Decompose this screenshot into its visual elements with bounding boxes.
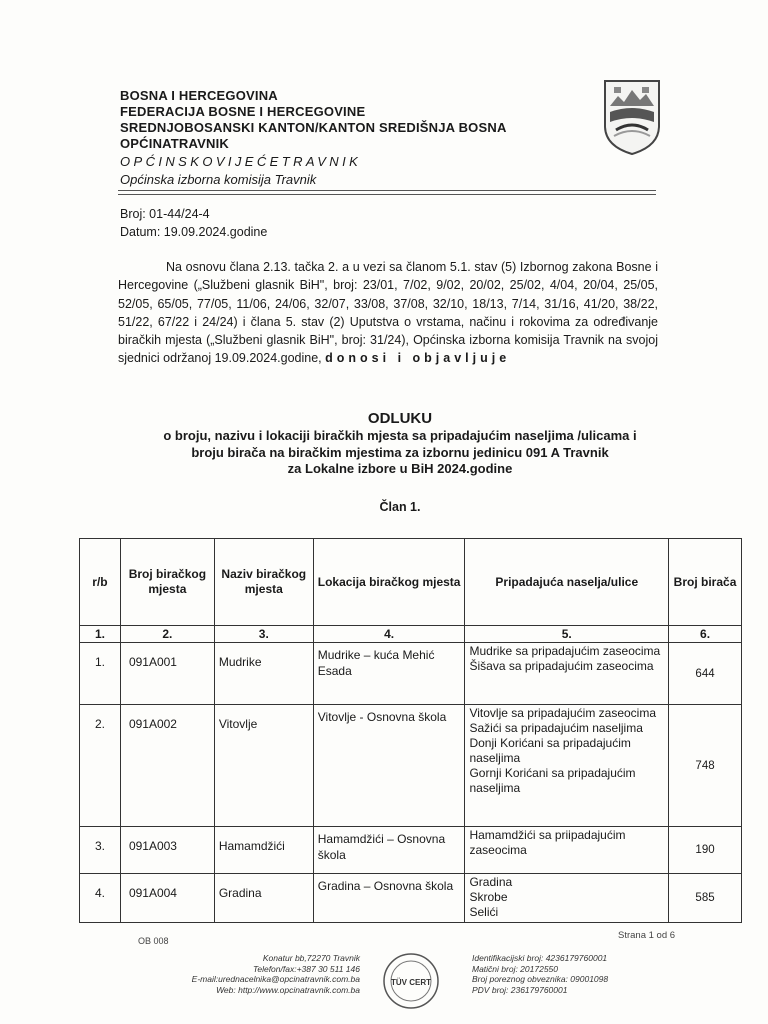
settlements-cell [465, 705, 669, 827]
document-number: Broj: 01-44/24-4 [120, 207, 210, 221]
legal-basis-text: Na osnovu člana 2.13. tačka 2. a u vezi sa članom 5.1. stav (5) Izbornog zakona Bosne i Hercegovine („Službeni glasnik BiH", broj: 23/01, 7/02, 9/02, 20/02, 25/02, 4/04, 20/04, 25/05, 52/05, 65/05, 77/05, 11/06, 24/06, 32/07, 33/08, 37/08, 32/10, 18/13, 7/14, 31/16, 41/20, 38/22, 51/22, 67/22 i 24/24) i člana 5. stav (2) Uputstva o vrstama, načinu i rokovima za određivanje biračkih mjesta („Službeni glasnik BiH", broj: 31/24), Općinska izborna komisija Travnik na svojoj sjednici održanoj 19.09.2024.godine, [118, 260, 658, 366]
row-index: 4. [80, 874, 121, 923]
station-code: 091A003 [120, 827, 214, 874]
letterhead [120, 88, 507, 188]
municipality-name: OPĆINATRAVNIK [120, 136, 230, 151]
column-header-station-number: Broj biračkog mjesta [120, 539, 214, 626]
registration-block [472, 953, 608, 995]
column-header-station-name: Naziv biračkog mjesta [214, 539, 313, 626]
legal-basis-paragraph [118, 258, 658, 368]
voter-count: 748 [669, 705, 742, 827]
column-header-settlements: Pripadajuća naselja/ulice [465, 539, 669, 626]
station-name: Mudrike [214, 643, 313, 705]
station-location: Gradina – Osnovna škola [313, 874, 465, 923]
phone: Telefon/fax:+387 30 511 146 [252, 963, 360, 974]
settlement-item: Hamamdžići sa priipadajućim zaseocima [469, 828, 626, 857]
certification-seal-icon [382, 952, 440, 1010]
settlement-item: Šišava sa pripadajućim zaseocima [469, 659, 654, 673]
article-heading: Član 1. [379, 500, 421, 514]
taxpayer-number: Broj poreznog obveznika: 09001098 [472, 974, 609, 984]
country-name: BOSNA I HERCEGOVINA [120, 88, 278, 103]
settlement-item: Selići [469, 905, 499, 919]
station-code: 091A002 [120, 705, 214, 827]
header-divider [118, 190, 656, 191]
table-row [80, 874, 742, 923]
column-number: 6. [669, 626, 742, 643]
coat-of-arms-icon [602, 78, 662, 156]
settlement-item: Vitovlje sa pripadajućim zaseocima [469, 706, 657, 720]
website: Web: http://www.opcinatravnik.com.ba [216, 984, 360, 995]
form-code: OB 008 [138, 936, 169, 946]
document-date: Datum: 19.09.2024.godine [120, 225, 268, 239]
polling-stations-table [79, 538, 742, 923]
decision-subtitle [100, 428, 700, 478]
station-name: Gradina [214, 874, 313, 923]
decision-subtitle-line: o broju, nazivu i lokaciji biračkih mjesta sa pripadajućim naseljima /ulicama i [163, 428, 637, 443]
table-row [80, 705, 742, 827]
column-number: 4. [313, 626, 465, 643]
column-number: 1. [80, 626, 121, 643]
table-header-row [80, 539, 742, 626]
council-name: OPĆINSKOVIJEĆETRAVNIK [120, 154, 362, 169]
station-name: Vitovlje [214, 705, 313, 827]
column-number: 2. [120, 626, 214, 643]
header-divider-secondary [118, 194, 656, 195]
federation-name: FEDERACIJA BOSNE I HERCEGOVINE [120, 104, 366, 119]
decision-subtitle-line: za Lokalne izbore u BiH 2024.godine [287, 461, 513, 476]
column-number: 5. [465, 626, 669, 643]
row-index: 2. [80, 705, 121, 827]
station-location: Vitovlje - Osnovna škola [313, 705, 465, 827]
column-header-location: Lokacija biračkog mjesta [313, 539, 465, 626]
row-index: 1. [80, 643, 121, 705]
settlement-item: Mudrike sa pripadajućim zaseocima [469, 644, 661, 658]
canton-name: SREDNJOBOSANSKI KANTON/KANTON SREDIŠNJA BOSNA [120, 120, 507, 135]
settlement-item: Sažići sa pripadajućim naseljima [469, 721, 643, 735]
voter-count: 190 [669, 827, 742, 874]
table-row [80, 643, 742, 705]
column-number-row [80, 626, 742, 643]
commission-name: Općinska izborna komisija Travnik [120, 172, 317, 187]
enactment-phrase: donosi i objavljuje [325, 351, 511, 366]
seal-label: TÜV CERT [391, 978, 431, 987]
email: E-mail:urednacelnika@opcinatravnik.com.ba [191, 974, 360, 984]
page-number: Strana 1 od 6 [618, 930, 676, 941]
voter-count: 644 [669, 643, 742, 705]
contact-block [150, 953, 360, 995]
decision-subtitle-line: broju birača na biračkim mjestima za izbornu jedinicu 091 A Travnik [191, 444, 609, 460]
column-number: 3. [214, 626, 313, 643]
station-location: Mudrike – kuća Mehić Esada [313, 643, 465, 705]
registry-number: Matični broj: 20172550 [472, 963, 559, 974]
reference-block [120, 205, 267, 241]
vat-number: PDV broj: 236179760001 [472, 984, 568, 995]
station-name: Hamamdžići [214, 827, 313, 874]
column-header-rb: r/b [80, 539, 121, 626]
row-index: 3. [80, 827, 121, 874]
station-location: Hamamdžići – Osnovna škola [313, 827, 465, 874]
identification-number: Identifikacijski broj: 4236179760001 [472, 953, 608, 963]
address: Konatur bb,72270 Travnik [262, 953, 360, 963]
station-code: 091A001 [120, 643, 214, 705]
settlements-cell [465, 827, 669, 874]
decision-title: ODLUKU [367, 410, 433, 427]
settlements-cell [465, 643, 669, 705]
settlement-item: Gradina [469, 875, 513, 889]
settlement-item: Gornji Korićani sa pripadajućim naseljima [469, 766, 636, 795]
voter-count: 585 [669, 874, 742, 923]
column-header-voters: Broj birača [669, 539, 742, 626]
settlement-item: Donji Korićani sa pripadajućim naseljima [469, 736, 631, 765]
station-code: 091A004 [120, 874, 214, 923]
settlement-item: Skrobe [469, 890, 508, 904]
settlements-cell [465, 874, 669, 923]
table-row [80, 827, 742, 874]
